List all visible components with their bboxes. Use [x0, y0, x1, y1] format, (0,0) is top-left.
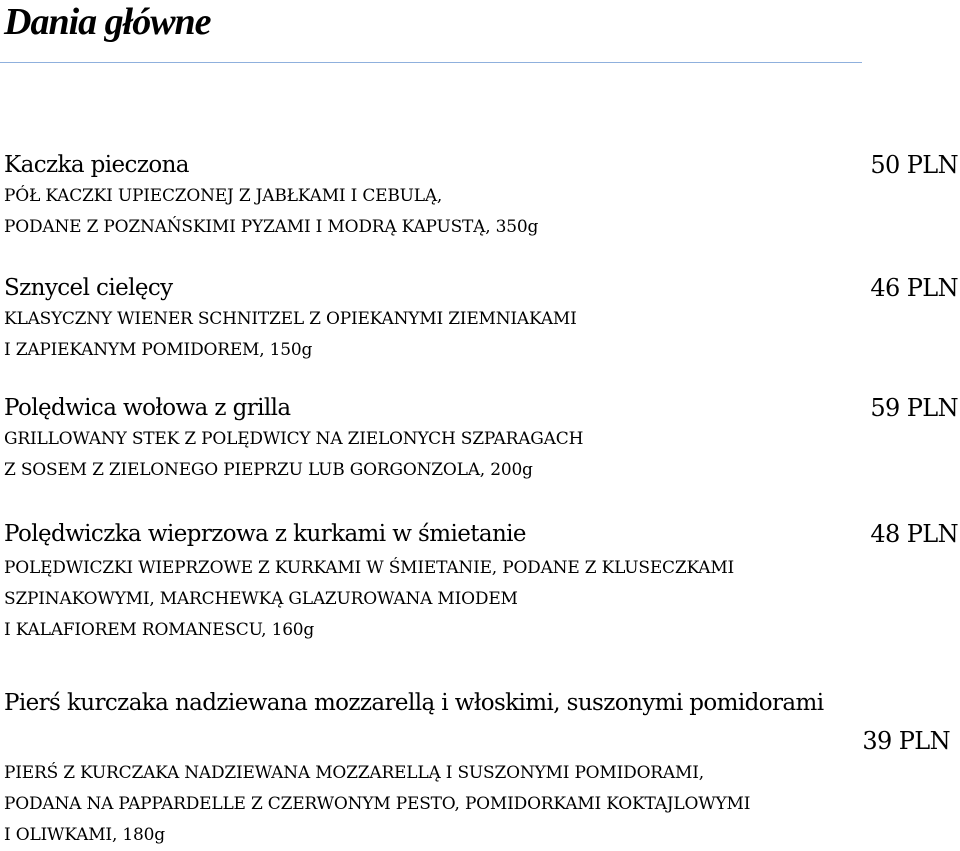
dish-name: Pierś kurczaka nadziewana mozzarellą i włoskimi, suszonymi pomidorami [4, 690, 824, 716]
dish-price: 39 PLN [862, 727, 950, 755]
description-line: POLĘDWICZKI WIEPRZOWE Z KURKAMI W ŚMIETANIE, PODANE Z KLUSECZKAMI [4, 558, 735, 578]
section-title: Dania główne [4, 1, 211, 43]
dish-price: 48 PLN [870, 520, 958, 548]
dish-price: 46 PLN [870, 274, 958, 302]
dish-description [4, 758, 750, 851]
dish-description [4, 424, 583, 486]
dish-description [4, 553, 734, 646]
title-divider [0, 62, 862, 63]
description-line: PIERŚ Z KURCZAKA NADZIEWANA MOZZARELLĄ I SUSZONYMI POMIDORAMI, [4, 763, 704, 783]
description-line: PODANA NA PAPPARDELLE Z CZERWONYM PESTO, POMIDORKAMI KOKTAJLOWYMI [4, 794, 751, 814]
description-line: PÓŁ KACZKI UPIECZONEJ Z JABŁKAMI I CEBULĄ, [4, 186, 443, 206]
description-line: SZPINAKOWYMI, MARCHEWKĄ GLAZUROWANA MIODEM [4, 589, 518, 609]
description-line: KLASYCZNY WIENER SCHNITZEL Z OPIEKANYMI ZIEMNIAKAMI [4, 309, 577, 329]
dish-description [4, 181, 538, 243]
description-line: GRILLOWANY STEK Z POLĘDWICY NA ZIELONYCH SZPARAGACH [4, 429, 584, 449]
dish-name: Kaczka pieczona [4, 152, 189, 178]
dish-price: 50 PLN [870, 151, 958, 179]
description-line: Z SOSEM Z ZIELONEGO PIEPRZU LUB GORGONZOLA, 200g [4, 460, 533, 480]
description-line: I OLIWKAMI, 180g [4, 825, 165, 845]
dish-name: Polędwiczka wieprzowa z kurkami w śmietanie [4, 521, 526, 547]
description-line: I ZAPIEKANYM POMIDOREM, 150g [4, 340, 313, 360]
dish-name: Polędwica wołowa z grilla [4, 395, 291, 421]
dish-price: 59 PLN [870, 394, 958, 422]
dish-description [4, 304, 577, 366]
description-line: I KALAFIOREM ROMANESCU, 160g [4, 620, 315, 640]
dish-name: Sznycel cielęcy [4, 275, 173, 301]
description-line: PODANE Z POZNAŃSKIMI PYZAMI I MODRĄ KAPUSTĄ, 350g [4, 217, 539, 237]
